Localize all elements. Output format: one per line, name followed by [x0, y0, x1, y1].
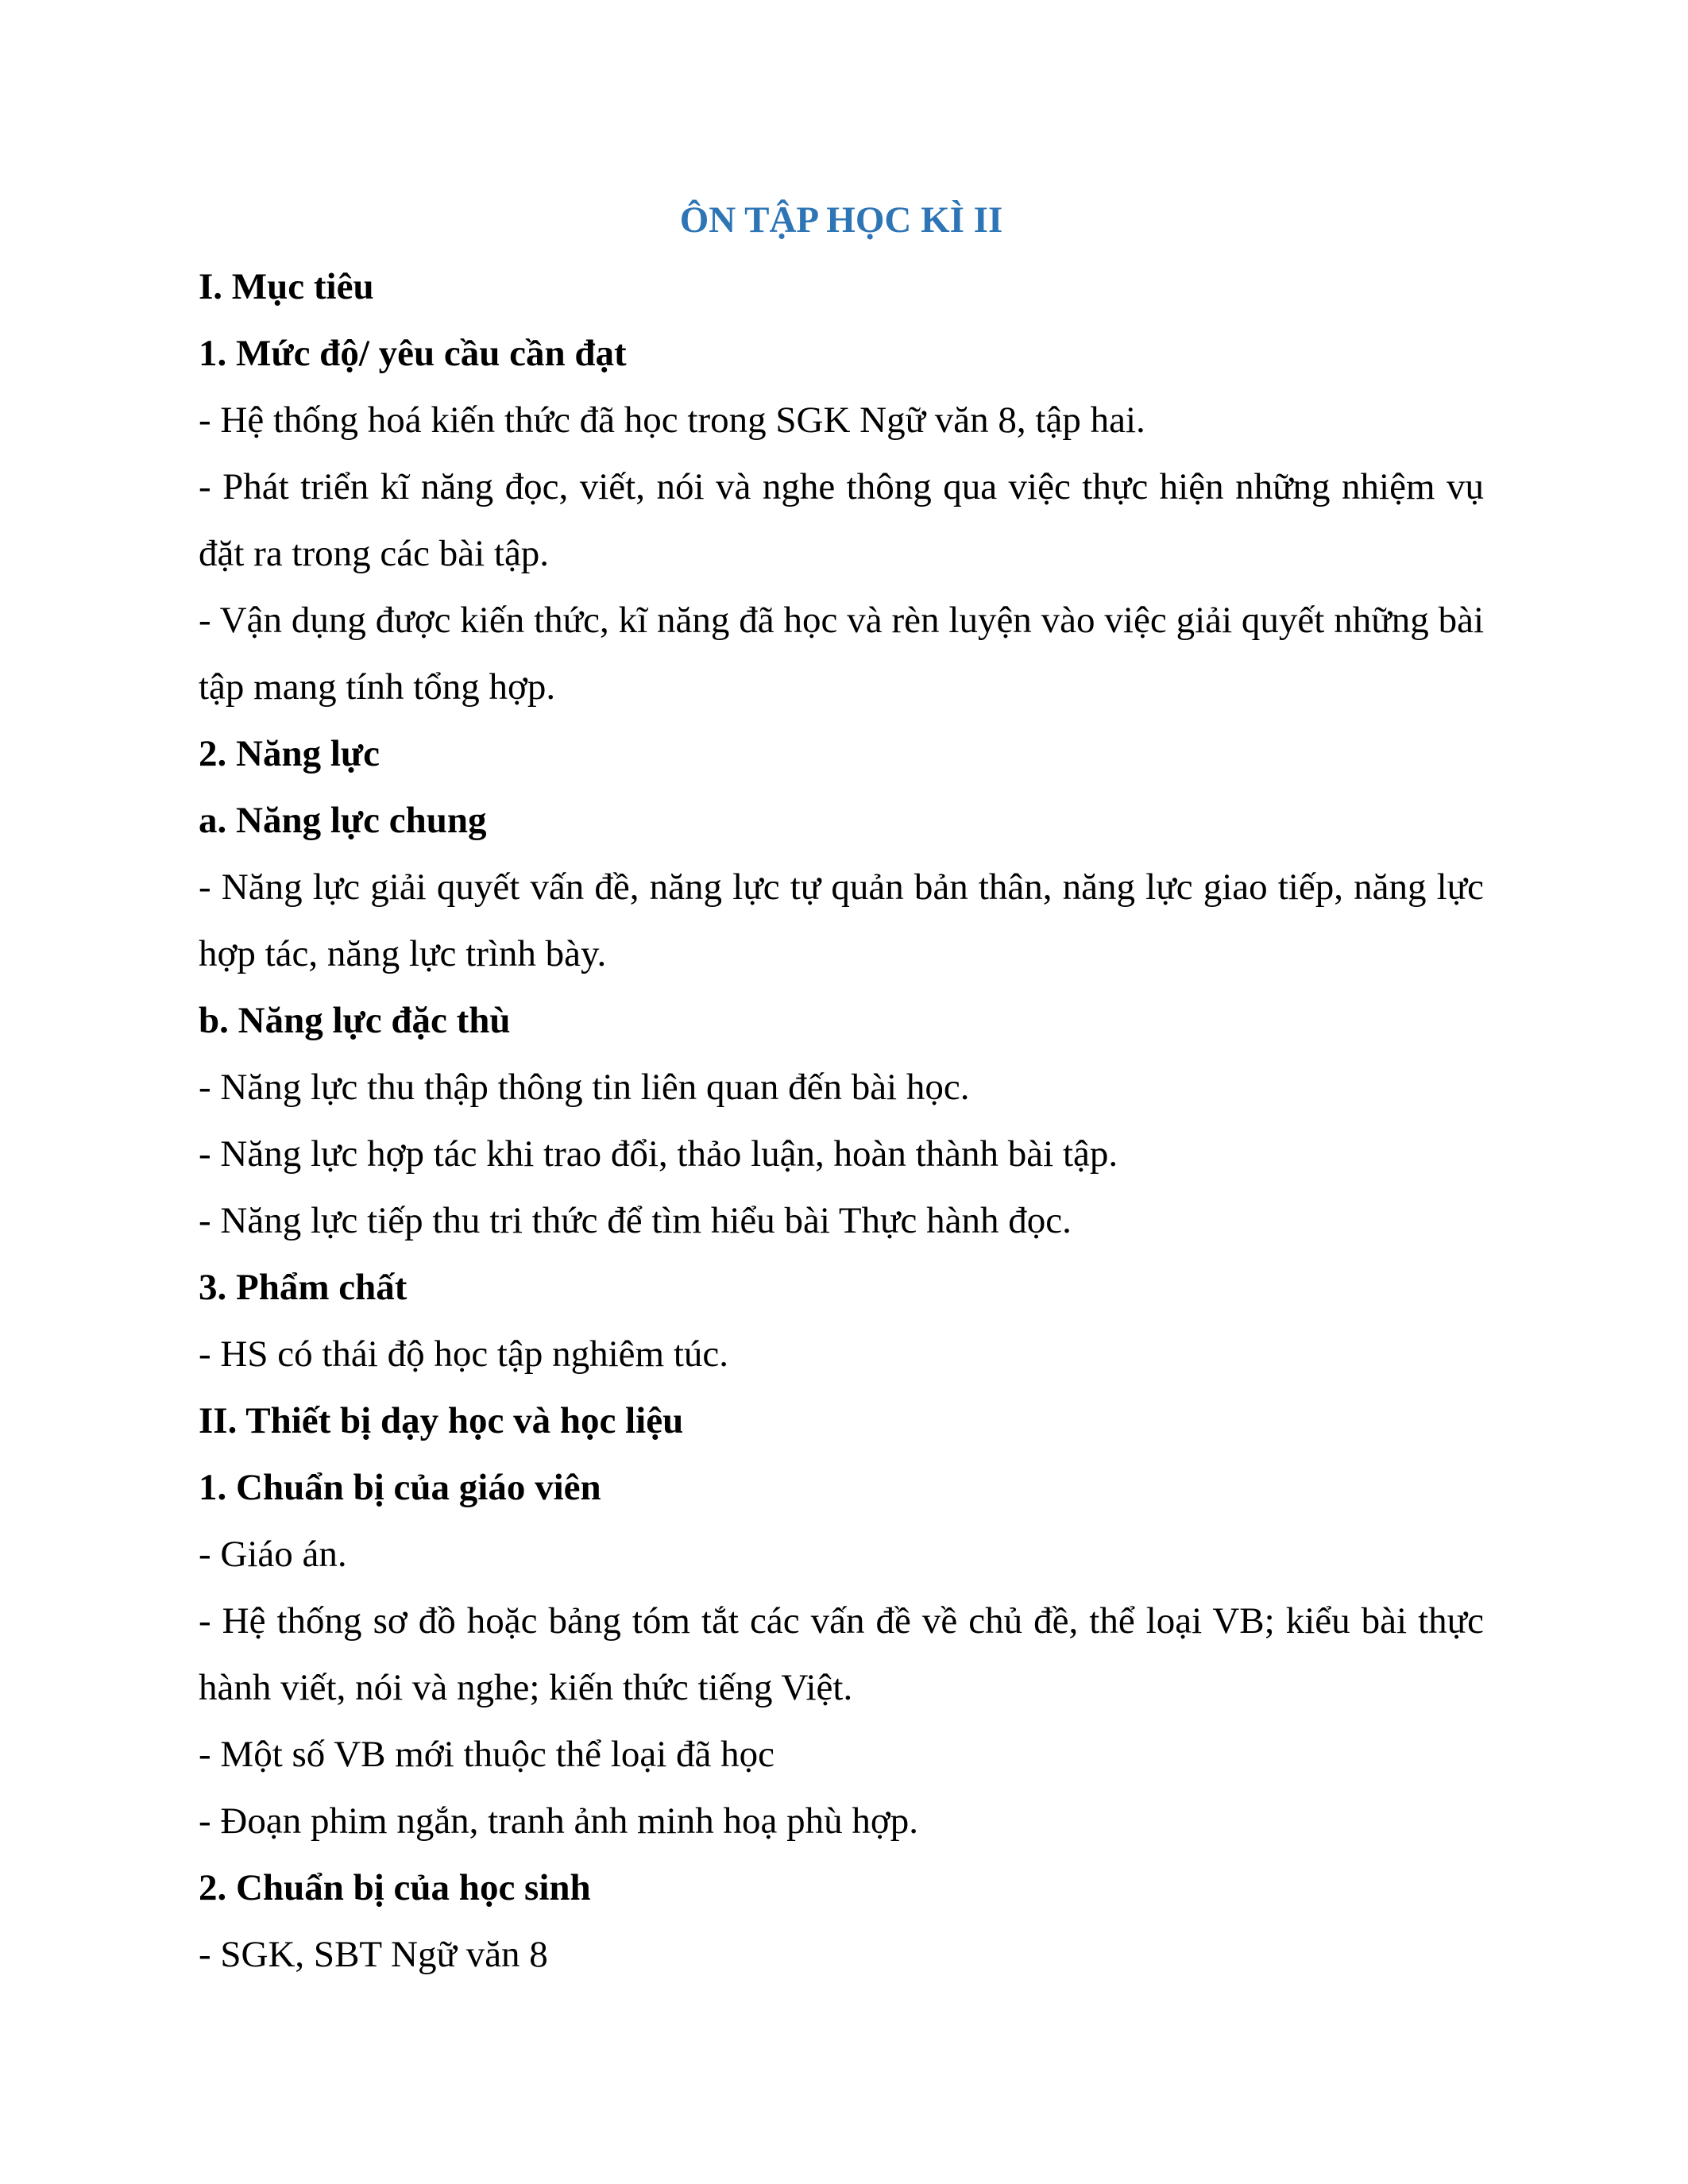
list-item: - Đoạn phim ngắn, tranh ảnh minh hoạ phù hợp. — [199, 1800, 918, 1842]
document-title: ÔN TẬP HỌC KÌ II — [679, 199, 1003, 241]
subheading-specific-competencies: b. Năng lực đặc thù — [199, 1000, 511, 1041]
list-item: - Hệ thống hoá kiến thức đã học trong SGK Ngữ văn 8, tập hai. — [199, 399, 1145, 441]
subheading-competencies: 2. Năng lực — [199, 733, 380, 774]
list-item: - Năng lực thu thập thông tin liên quan đến bài học. — [199, 1067, 970, 1108]
list-item: - SGK, SBT Ngữ văn 8 — [199, 1934, 548, 1975]
list-item: - Một số VB mới thuộc thể loại đã học — [199, 1734, 774, 1775]
list-item: - Giáo án. — [199, 1534, 347, 1575]
subheading-student-preparation: 2. Chuẩn bị của học sinh — [199, 1867, 591, 1908]
section-heading-equipment: II. Thiết bị dạy học và học liệu — [199, 1400, 684, 1441]
list-item: - HS có thái độ học tập nghiêm túc. — [199, 1333, 728, 1375]
list-item: - Hệ thống sơ đồ hoặc bảng tóm tắt các vấn đề về chủ đề, thể loại VB; kiểu bài thực hành viết, nói và nghe; kiến thức tiếng Việt. — [199, 1600, 1484, 1708]
list-item: - Vận dụng được kiến thức, kĩ năng đã học và rèn luyện vào việc giải quyết những bài tập mang tính tổng hợp. — [199, 600, 1484, 708]
section-heading-objectives: I. Mục tiêu — [199, 266, 374, 307]
list-item: - Phát triển kĩ năng đọc, viết, nói và nghe thông qua việc thực hiện những nhiệm vụ đặt ra trong các bài tập. — [199, 466, 1484, 574]
subheading-qualities: 3. Phẩm chất — [199, 1267, 408, 1308]
subheading-teacher-preparation: 1. Chuẩn bị của giáo viên — [199, 1467, 601, 1508]
subheading-requirements: 1. Mức độ/ yêu cầu cần đạt — [199, 333, 627, 374]
document-page — [199, 187, 1484, 1988]
list-item: - Năng lực hợp tác khi trao đổi, thảo luận, hoàn thành bài tập. — [199, 1133, 1118, 1175]
subheading-general-competencies: a. Năng lực chung — [199, 800, 487, 841]
list-item: - Năng lực giải quyết vấn đề, năng lực tự quản bản thân, năng lực giao tiếp, năng lực hợp tác, năng lực trình bày. — [199, 866, 1484, 974]
list-item: - Năng lực tiếp thu tri thức để tìm hiểu bài Thực hành đọc. — [199, 1200, 1072, 1241]
